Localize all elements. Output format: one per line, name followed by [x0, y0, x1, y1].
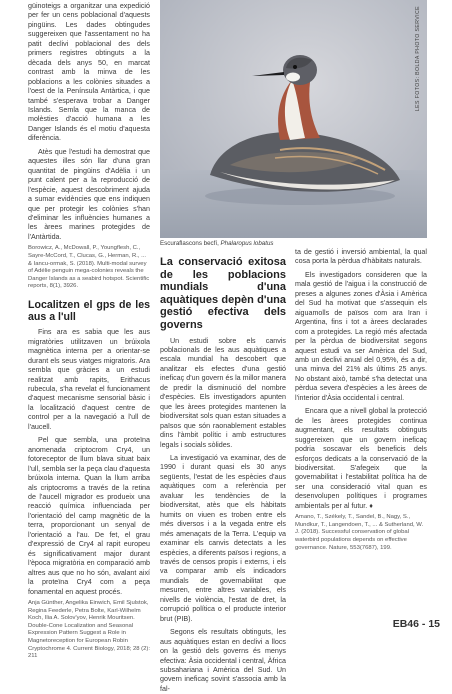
paragraph: Pel que sembla, una proteïna anomenada criptocrom Cry4, un fotoreceptor de llum blava situat baix l'ull, sembla ser la peça clau d'aquesta brúixola interna. Quan la llum arriba als criptocroms a través de la retina de l'aucell migrador es produeix una reacció química influenciada per l'orientació del camp magnètic de la terra, proporcionant un senyal de l'orientació a l'au. De fet, el grau d'expressió de Cry4 al rapit europeu és significativament major durant l'època migratòria en comparació amb altres aus que no ho són, avalant així la proteïna Cry4 com a peça fonamental en aquest procés.: [28, 436, 150, 596]
paragraph: Encara que a nivell global la protecció de les àrees protegides continua augmentant, els resultats obtinguts suggereixen que un govern ineficaç podria soscavar els beneficis dels esforços dedicats a la conservació de la biodiversitat. S'afegeix que la governabilitat i l'estabilitat política ha de ser una consideració vital quan es desenvolupen polítiques i programes ambientals per al futur. ♦: [295, 407, 427, 510]
column-middle: [160, 248, 286, 694]
reference: Anja Günther, Angelika Einwich, Emil Sjulstok, Regina Feederle, Petra Bolte, Karl-Wilhelm Koch, Ilia A. Solov'yov, Henrik Mouritsen. Double-Cone Localization and Seasonal Expression Pattern Suggest a Role in Magnetoreception for European Robin Cryptochrome 4. Current Biology, 2018; 28 (2): 211: [28, 599, 151, 660]
caption-latin: Phalaropus lobatus: [220, 240, 274, 247]
column-right: [295, 248, 427, 555]
article-heading: Localitzen el gps de les aus a l'ull: [28, 298, 150, 324]
caption-species: Escuraflascons becfí,: [160, 240, 221, 247]
paragraph: La investigació va examinar, des de 1990 i durant quasi els 30 anys següents, l'estat de les espècies d'aus aquàtiques com a referència per avaluar les tendències de la biodiversitat, atès que els hàbitats humits on viuen es troben entre els més diversos i a la vegada entre els més amenaçats de la Terra. L'equip va examinar els canvis detectats a les espècies, a diferents països i regions, a través de censos propis i externs, i els va comparar amb els indicadors mundials de governabilitat que mesuren, entre altres variables, els nivells de violència, l'estat de dret, la corrupció política o el producte interior brut (PIB).: [160, 454, 286, 623]
article-heading: La conservació exitosa de les poblacions mundials d'una aquàtiques depèn d'una gestió efectiva dels governs: [160, 256, 286, 331]
reference: Amano, T., Székely, T., Sandel, B., Nagy, S., Mundkur, T., Langendoen, T., ... & Sutherland, W. J. (2018). Successful conservation of global waterbird populations depends on effective governance. Nature, 553(7687), 199.: [295, 514, 424, 551]
paragraph: Fins ara es sabia que les aus migratòries utilitzaven un brúixola magnètica interna per a orientar-se durant els seus viatges migratoris. Ara sembla que gràcies a un estudi realitzat amb rapits, Erithacus rubecula, s'ha revelat el funcionament d'aquest mecanisme sensorial bàsic i la localització d'aquest centre de control per a la navegació a l'ull de l'aucell.: [28, 328, 150, 431]
paragraph: Els investigadors consideren que la mala gestió de l'aigua i la construcció de preses a algunes zones d'Àsia i Amèrica del Sud ha motivat que s'assequin els aiguamolls de països com ara Iran i Argentina, fins i tot a àrees declarades com a protegides. La regió més afectada per la pèrdua de biodiversitat segons aquest estudi va ser Amèrica del Sud, amb un declivi anual del 0,95%, és a dir, una minva del 21% als últims 25 anys. No obstant això, també s'ha detectat una pèrdua severa d'espècies a les àrees de l'interior d'Àsia occidental i central.: [295, 270, 427, 402]
paragraph: Atès que l'estudi ha demostrat que aquestes illes són llar d'una gran quantitat de pingüins d'Adèlia i un punt calent per a la reproducció de l'espècie, aquest descobriment ajuda a sumar evidències que ens indiquen que per protegir les colònies s'han d'eliminar les influències humanes a les àrees marines protegides de l'Antàrtida.: [28, 147, 150, 241]
paragraph: güinoteigs a organitzar una expedició per fer un cens poblacional d'aquests pingüins. Les dades obtingudes suggereixen que l'assentament no ha patit declivi poblacional des dels primers registres obtinguts a la dècada dels anys 50, en marcat contrast amb la minva de les poblacions a les colònies situades a l'oest de la Península Antàrtica, i que també s'esperava trobar a Danger Islands. Semla que la manca de molèsties d'acció humana a les Danger Islands és el motiu d'aquesta diferència.: [28, 2, 150, 143]
paragraph: ta de gestió i inversió ambiental, la qual cosa porta la pèrdua d'hàbitats naturals.: [295, 248, 427, 266]
column-left: [28, 2, 150, 664]
photo-credit: LES FOTOS: BOLDA PHOTO SERVICE: [415, 6, 421, 112]
paragraph: Segons els resultats obtinguts, les aus aquàtiques estan en declivi a llocs on la gestió dels governs és menys efectiva: Àsia occidental i central, Àfrica subsahariana i Amèrica del Sud. Un govern ineficaç sovint s'associa amb la fal-: [160, 628, 286, 693]
phalarope-illustration: [160, 0, 427, 238]
reference: Borowicz, A., McDowall, P., Youngflesh, C., Sayre-McCord, T., Clucas, G., Herman, R., ... & Iancu-ormak, S. (2018). Multi-modal survey of Adélie penguin mega-colonies reveals the Danger Islands as a seabird hotspot. Scientific reports, 8(1), 3926.: [28, 245, 150, 290]
page-number: EB46 - 15: [392, 618, 440, 630]
paragraph: Un estudi sobre els canvis poblacionals de les aus aquàtiques a escala mundial ha descobert que analitzar els efectes d'una gestió ineficaç d'un govern és la millor manera de predir la disminució del nombre d'espècies. Els investigadors apunten que les àrees protegides mantenen la biodiversitat sols quan estan situades a països que són raonablement estables dins l'àmbit polític i amb estructures legals i socials sòlides.: [160, 336, 286, 449]
bird-photo: [160, 0, 427, 238]
photo-caption: [160, 240, 274, 247]
